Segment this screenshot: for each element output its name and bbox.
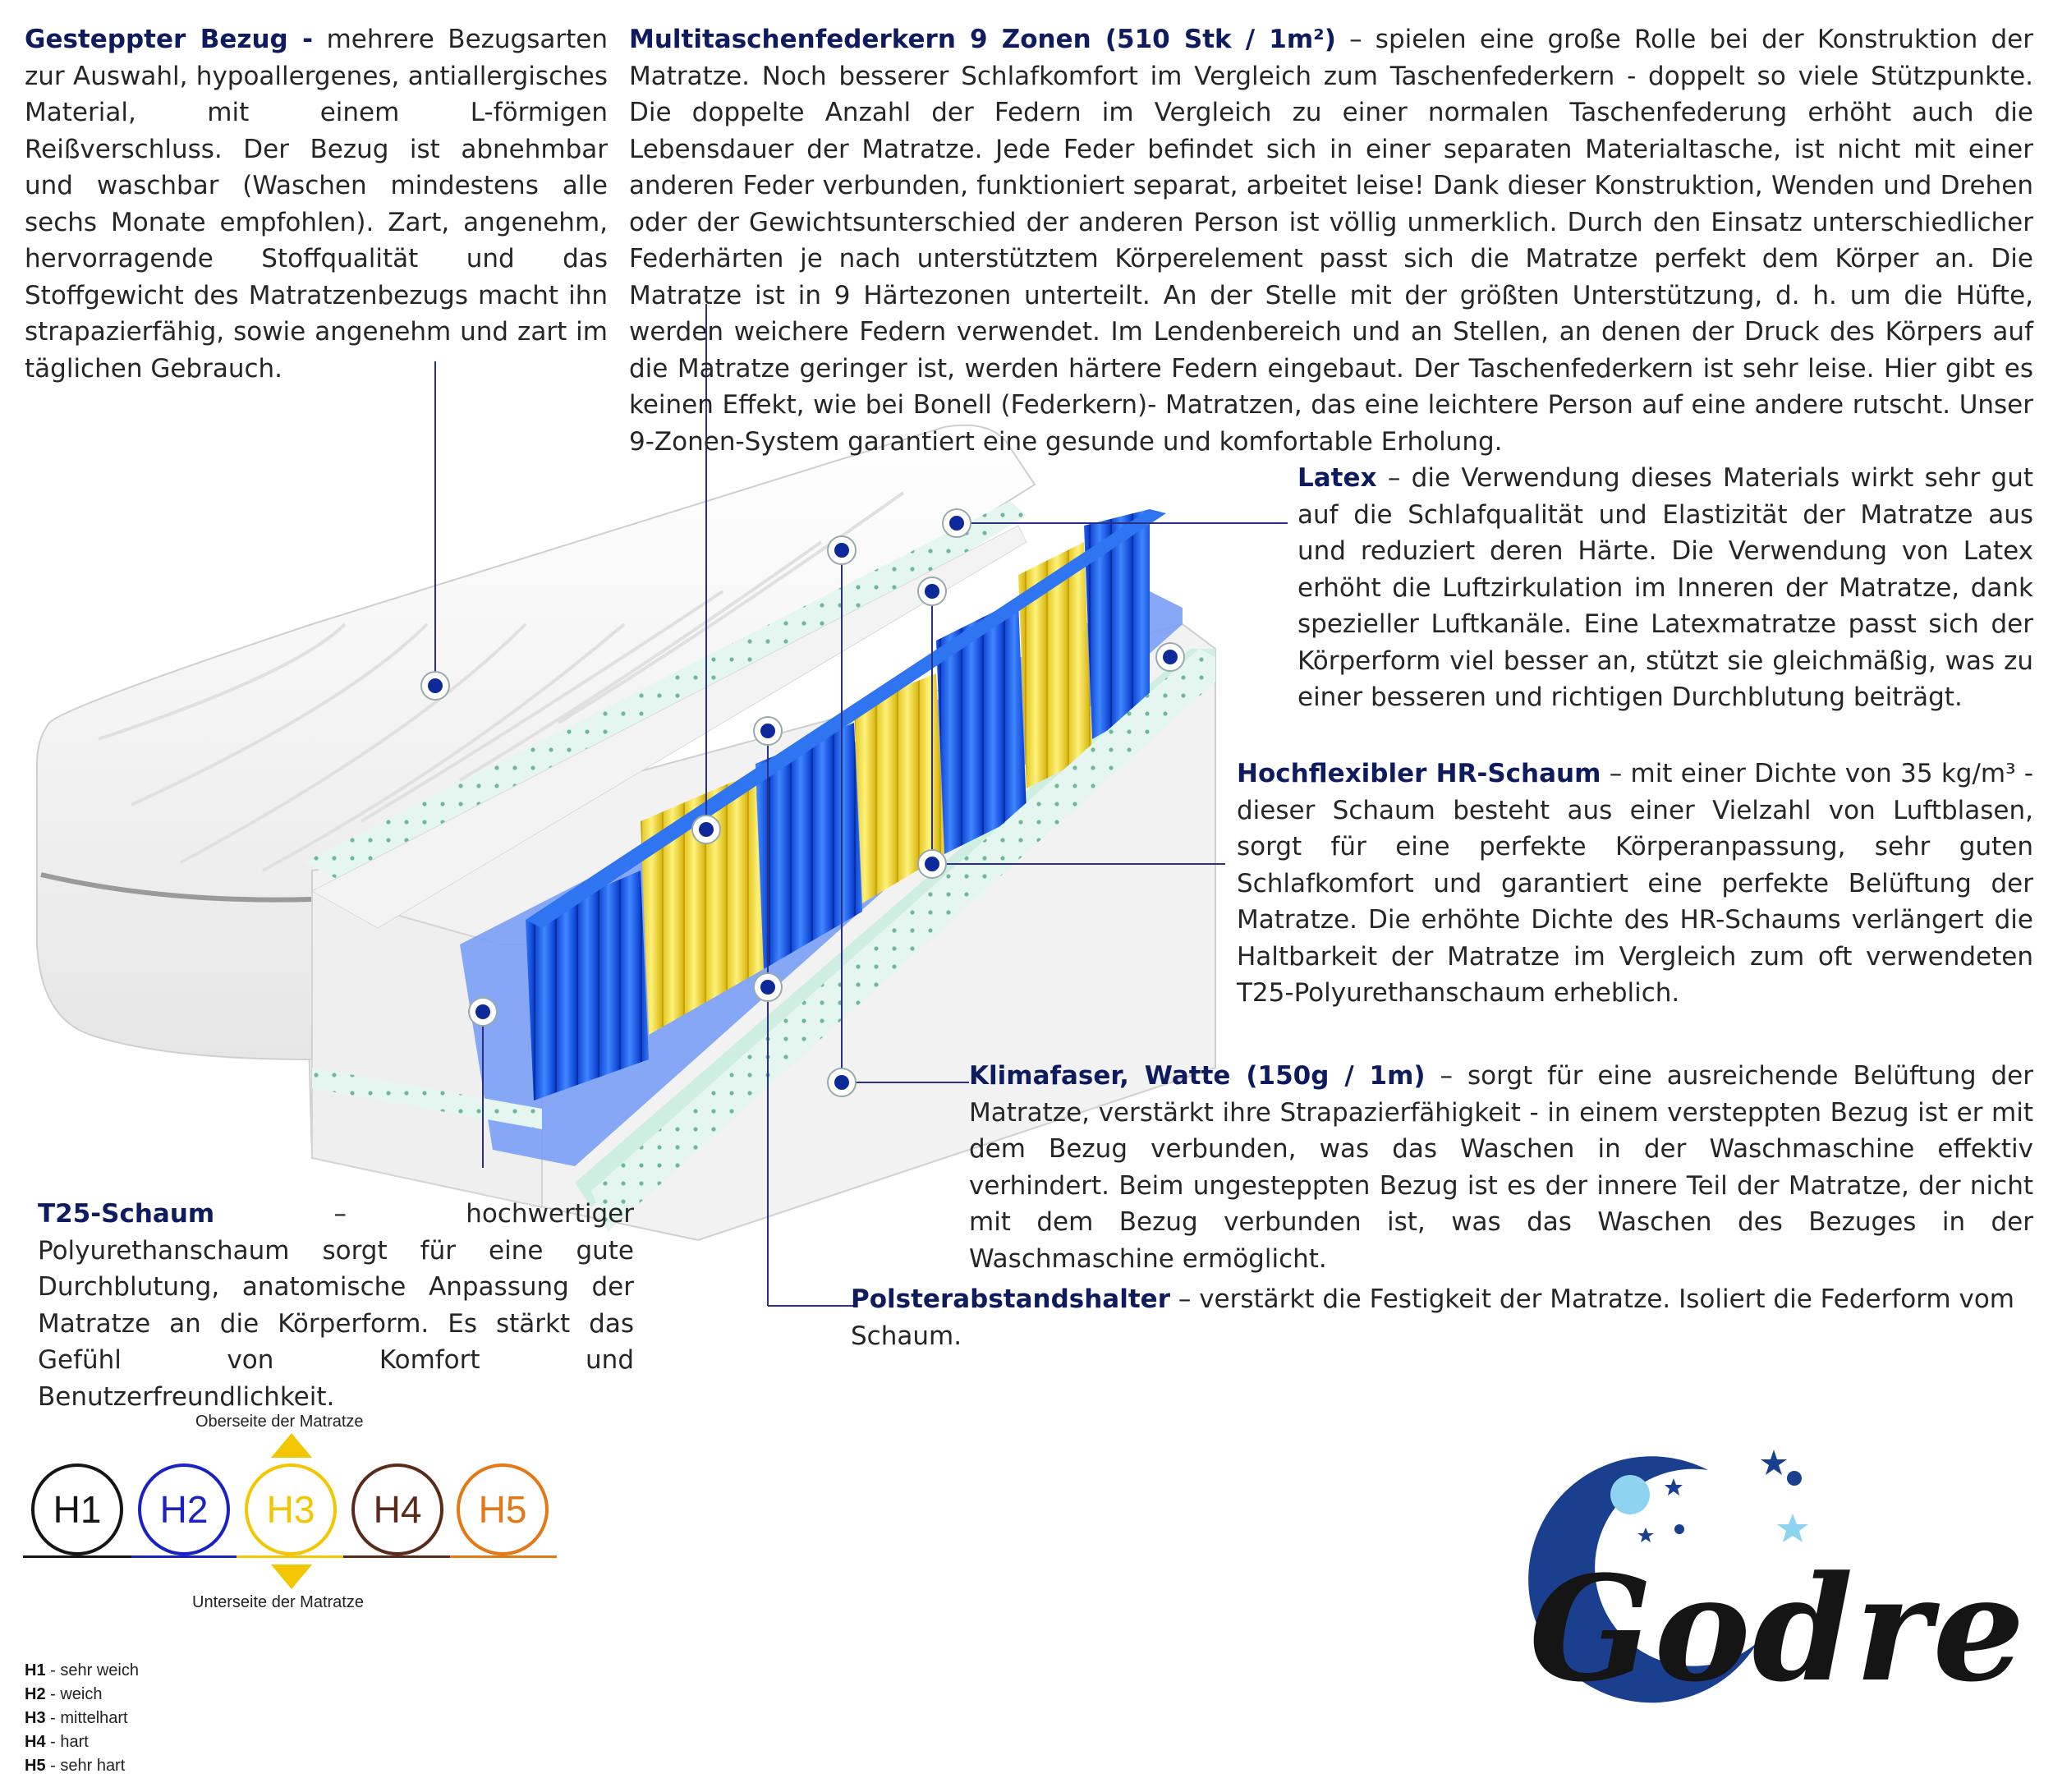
top-side-label: Oberseite der Matratze xyxy=(195,1413,364,1431)
legend-h5: H5 - sehr hart xyxy=(25,1757,126,1775)
firmness-underline-h4 xyxy=(343,1555,450,1558)
spacer-title: Polsterabstandshalter xyxy=(851,1284,1170,1314)
firmness-h3: H3 xyxy=(245,1463,337,1555)
arrow-down-icon xyxy=(271,1565,312,1589)
firmness-h4: H4 xyxy=(351,1463,443,1555)
cover-description: Gesteppter Bezug - mehrere Bezugsarten zur Auswahl, hypoallergenes, antiallergisches Material, mit einem L-förmigen Reißverschluss. Der Bezug ist abnehmbar und waschbar (Waschen mindestens alle sechs Monate empfohlen). Zart, angenehm, hervorragende Stoffqualität und das Stoffgewicht des Matratzenbezugs macht ihn strapazierfähig, sowie angenehm und zart im täglichen Gebrauch. xyxy=(25,25,608,384)
latex-title: Latex xyxy=(1297,463,1377,493)
firmness-h2: H2 xyxy=(138,1463,230,1555)
firmness-underline-h3 xyxy=(237,1555,343,1558)
legend-h4: H4 - hart xyxy=(25,1733,89,1751)
springs-title: Multitaschenfederkern 9 Zonen (510 Stk / 1m²) xyxy=(629,25,1336,54)
firmness-h5: H5 xyxy=(457,1463,549,1555)
climate-fiber-title: Klimafaser, Watte (150g / 1m) xyxy=(969,1061,1426,1091)
hr-foam-description: Hochflexibler HR-Schaum – mit einer Dichte von 35 kg/m³ - dieser Schaum besteht aus einer Vielzahl von Luftblasen, sorgt für eine perfekte Körperanpassung, sehr guten Schlafkomfort und garantiert eine perfekte Belüftung der Matratze. Die erhöhte Dichte des HR-Schaums verlängert die Haltbarkeit der Matratze im Vergleich zum oft verwendeten T25-Polyurethanschaum erheblich. xyxy=(1237,759,2034,1008)
firmness-underline-h1 xyxy=(23,1555,131,1558)
hr-foam-title: Hochflexibler HR-Schaum xyxy=(1237,759,1601,788)
firmness-underline-h2 xyxy=(131,1555,237,1558)
spacer-description: Polsterabstandshalter – verstärkt die Festigkeit der Matratze. Isoliert die Federform vom Schaum. xyxy=(851,1284,2014,1351)
legend-h1: H1 - sehr weich xyxy=(25,1661,139,1679)
t25-description: T25-Schaum – hochwertiger Polyurethanschaum sorgt für eine gute Durchblutung, anatomische Anpassung der Matratze an die Körperform. Es stärkt das Gefühl von Komfort und Benutzerfreundlichkeit. xyxy=(38,1199,634,1412)
arrow-up-icon xyxy=(271,1433,312,1458)
climate-fiber-description: Klimafaser, Watte (150g / 1m) – sorgt für eine ausreichende Belüftung der Matratze, verstärkt ihre Strapazierfähigkeit - in einem versteppten Bezug ist er mit dem Bezug verbunden, was das Waschen in der Waschmaschine effektiv verhindert. Beim ungesteppten Bezug ist es der innere Teil der Matratze, der nicht mit dem Bezug verbunden ist, was das Waschen des Bezuges in der Waschmaschine ermöglicht. xyxy=(969,1061,2033,1274)
legend-h3: H3 - mittelhart xyxy=(25,1709,128,1727)
firmness-underline-h5 xyxy=(450,1555,557,1558)
brand-logo-text: Godre xyxy=(1529,1544,2027,1714)
bottom-side-label: Unterseite der Matratze xyxy=(192,1593,364,1611)
springs-description: Multitaschenfederkern 9 Zonen (510 Stk / 1m²) – spielen eine große Rolle bei der Konstruktion der Matratze. Noch besserer Schlafkomfort im Vergleich zum Taschenfederkern - doppelt so viele Stützpunkte. Die doppelte Anzahl der Federn im Vergleich zu einer normalen Taschenfederung erhöht auch die Lebensdauer der Matratze. Jede Feder befindet sich in einer separaten Materialtasche, ist nicht mit einer anderen Feder verbunden, funktioniert separat, arbeitet leise! Dank dieser Konstruktion, Wenden und Drehen oder der Gewichtsunterschied der anderen Person ist völlig unmerklich. Durch den Einsatz unterschiedlicher Federhärten je nach unterstütztem Körperelement passt sich die Matratze perfekt dem Körper an. Die Matratze ist in 9 Härtezonen unterteilt. An der Stelle mit der größten Unterstützung, d. h. um die Hüfte, werden weichere Federn verwendet. Im Lendenbereich und an Stellen, an denen der Druck des Körpers auf die Matratze geringer ist, werden härtere Federn eingebaut. Der Taschenfederkern ist sehr leise. Hier gibt es keinen Effekt, wie bei Bonell (Federkern)- Matratzen, das eine leichtere Person auf eine andere rutscht. Unser 9-Zonen-System garantiert eine gesunde und komfortable Erholung. xyxy=(629,25,2033,457)
firmness-legend xyxy=(25,1659,139,1778)
firmness-h1: H1 xyxy=(31,1463,123,1555)
legend-h2: H2 - weich xyxy=(25,1685,103,1703)
latex-description: Latex – die Verwendung dieses Materials wirkt sehr gut auf die Schlafqualität und Elastizität der Matratze aus und reduziert deren Härte. Die Verwendung von Latex erhöht die Luftzirkulation im Inneren der Matratze, dank spezieller Luftkanäle. Eine Latexmatratze passt sich der Körperform viel besser an, stützt sie gleichmäßig, was zu einer besseren und richtigen Durchblutung beiträgt. xyxy=(1297,463,2033,712)
t25-title: T25-Schaum xyxy=(38,1199,215,1229)
cover-title: Gesteppter Bezug - xyxy=(25,25,314,54)
